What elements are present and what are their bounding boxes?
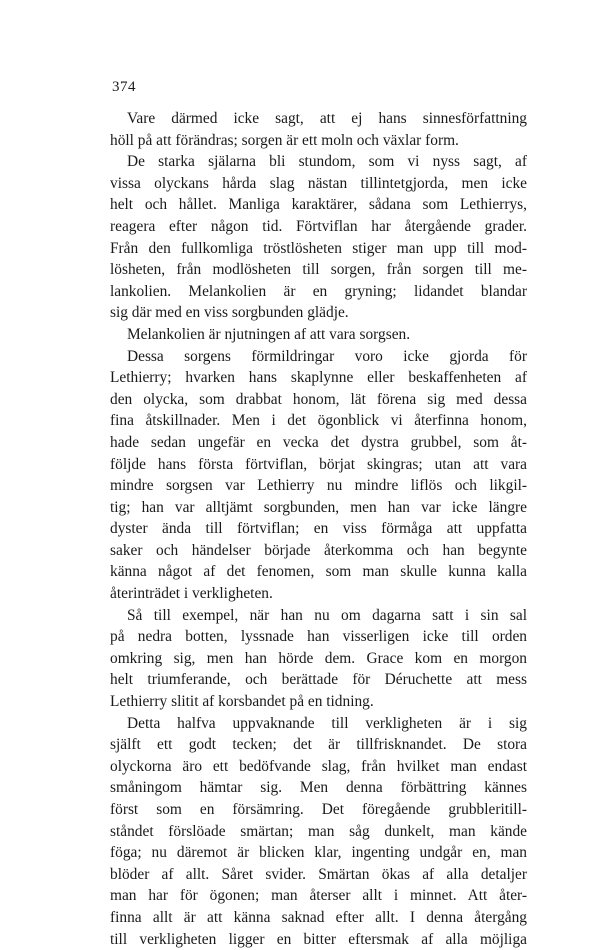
text-line: lösheten, från modlösheten till sorgen, från sorgen till me- — [110, 261, 527, 279]
text-line: föga; nu däremot är blicken klar, ingenting undgår en, man — [110, 844, 527, 862]
text-line: känna något af det fenomen, som man skulle kunna kalla — [110, 563, 527, 581]
text-line: vissa olyckans hårda slag nästan tillintetgjorda, men icke — [110, 174, 527, 192]
text-line: hade sedan ungefär en vecka det dystra grubbel, som åt- — [110, 433, 527, 451]
text-line: mindre sorgsen var Lethierry nu mindre liflös och likgil- — [110, 477, 527, 495]
text-line: helt och hållet. Manliga karaktärer, sådana som Lethierrys, — [110, 196, 527, 214]
text-line: Från den fullkomliga tröstlösheten stiger man upp till mod- — [110, 239, 527, 257]
text-line: saker och händelser började återkomma och han begynte — [110, 541, 527, 559]
text-line: följde hans första förtviflan, börjat skingras; utan att vara — [110, 455, 527, 473]
text-line: Dessa sorgens förmildringar voro icke gjorda för — [127, 347, 527, 365]
body-text — [110, 108, 527, 950]
text-line: först som en försämring. Det föregående grubbleritill- — [110, 801, 527, 818]
text-line: Så till exempel, när han nu om dagarna satt i sin sal — [127, 606, 527, 624]
text-line: Melankolien är njutningen af att vara sorgsen. — [127, 325, 411, 343]
text-line: helt triumferande, och berättade för Déruchette att mess — [110, 671, 527, 689]
text-line: fina åtskillnader. Men i det ögonblick vi återfinna honom, — [110, 412, 527, 430]
text-line: De starka själarna bli stundom, som vi nyss sagt, af — [127, 153, 527, 171]
text-line: finna allt är att känna saknad efter allt. I denna återgång — [110, 908, 527, 926]
text-line: till verkligheten ligger en bitter eftersmak af alla möjliga — [110, 930, 527, 948]
text-line: höll på att förändras; sorgen är ett moln och växlar form. — [110, 131, 459, 149]
text-line: tig; han var alltjämt sorgbunden, men han var icke längre — [110, 498, 527, 516]
text-line: sig där med en viss sorgbunden glädje. — [110, 304, 349, 322]
text-line: olyckorna äro ett bedöfvande slag, från hvilket man endast — [110, 757, 527, 775]
text-line: blöder af allt. Såret svider. Smärtan ökas af alla detaljer — [110, 865, 527, 883]
text-line: ståndet förslöade smärtan; man såg dunkelt, man kände — [110, 822, 527, 840]
text-line: den olycka, som drabbat honom, lät förena sig med dessa — [110, 390, 527, 408]
text-line: omkring sig, men han hörde dem. Grace kom en morgon — [110, 649, 527, 667]
text-line: lankolien. Melankolien är en gryning; lidandet blandar — [110, 282, 527, 300]
page-number: 374 — [112, 79, 136, 95]
text-line: Lethierry slitit af korsbandet på en tidning. — [110, 693, 374, 711]
text-line: reagera efter någon tid. Förtviflan har återgående grader. — [110, 217, 527, 235]
text-line: själft ett godt tecken; det är tillfrisknandet. De stora — [110, 736, 527, 754]
text-line: Vare därmed icke sagt, att ej hans sinnesförfattning — [127, 110, 527, 127]
text-line: dyster ända till förtviflan; en viss förmåga att uppfatta — [110, 520, 527, 538]
text-line: småningom hämtar sig. Men denna förbättring kännes — [110, 779, 527, 797]
text-line: på nedra botten, lyssnade han visserligen icke till orden — [110, 628, 527, 646]
text-line: Lethierry; hvarken hans skaplynne eller beskaffenheten af — [110, 369, 527, 387]
text-line: återinträdet i verkligheten. — [110, 585, 273, 603]
text-line: man har för ögonen; man återser allt i minnet. Att åter- — [110, 887, 527, 905]
text-line: Detta halfva uppvaknande till verkligheten är i sig — [127, 714, 527, 732]
